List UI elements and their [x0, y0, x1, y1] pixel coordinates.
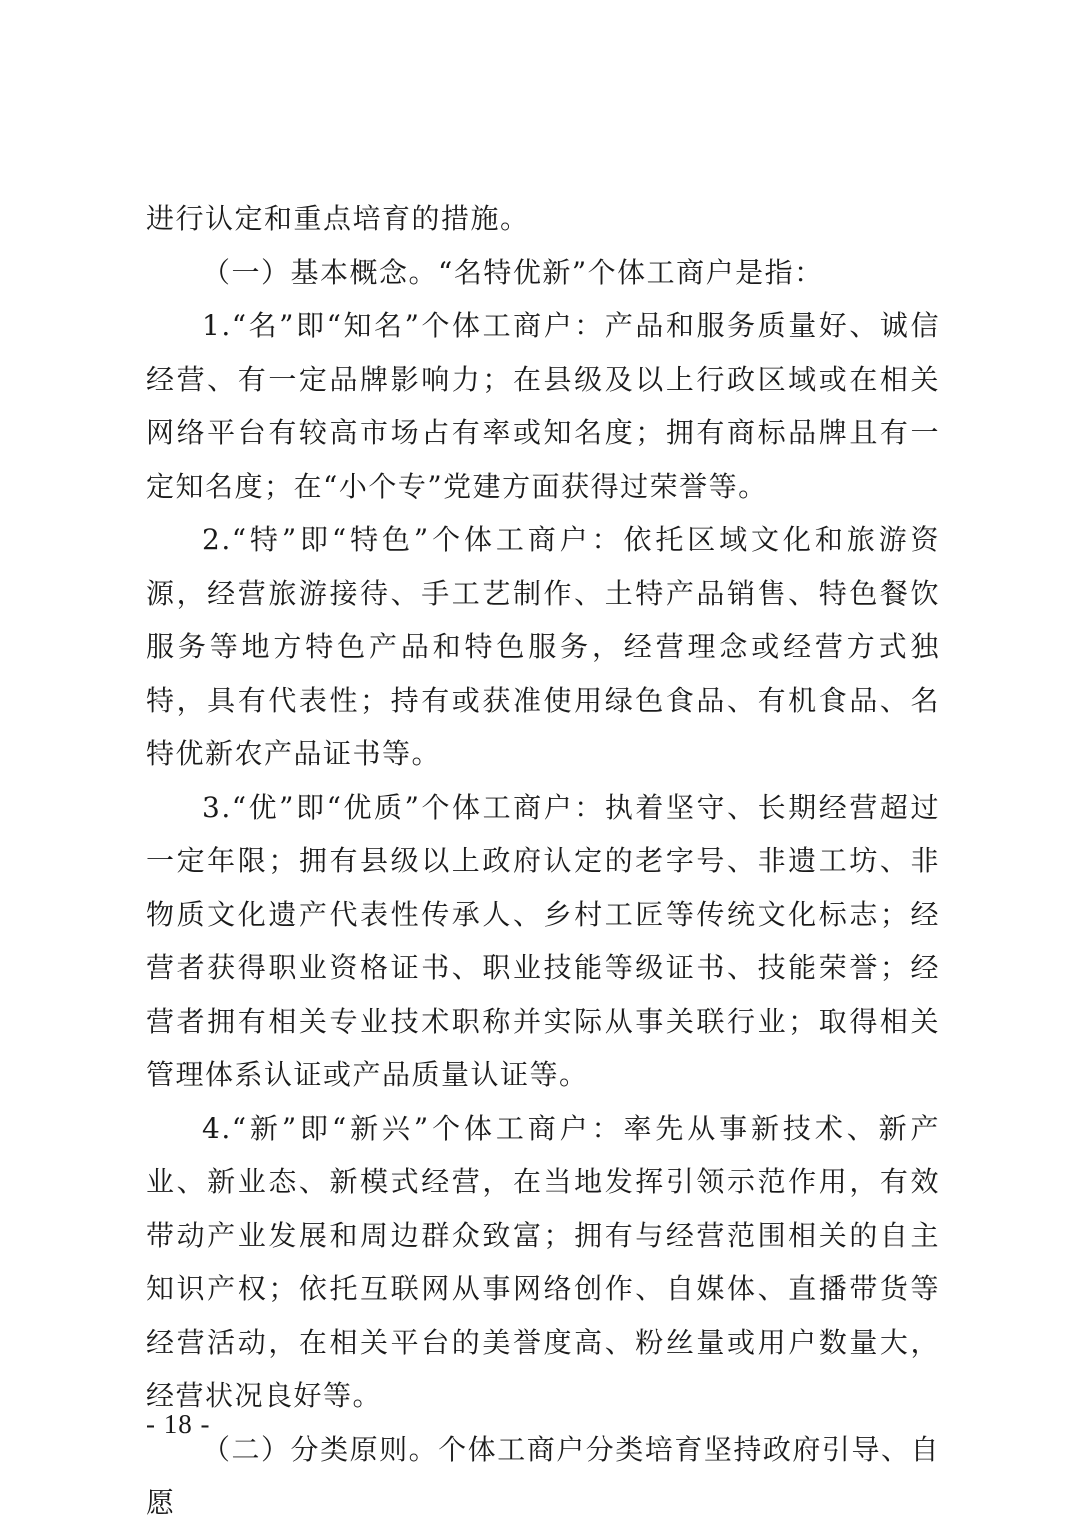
document-body — [146, 192, 940, 1530]
paragraph-ming: 1.“名”即“知名”个体工商户：产品和服务质量好、诚信经营、有一定品牌影响力；在县级及以上行政区域或在相关网络平台有较高市场占有率或知名度；拥有商标品牌且有一定知名度；在“小个专”党建方面获得过荣誉等。 — [146, 309, 940, 503]
paragraph-xin: 4.“新”即“新兴”个体工商户：率先从事新技术、新产业、新业态、新模式经营，在当地发挥引领示范作用，有效带动产业发展和周边群众致富；拥有与经营范围相关的自主知识产权；依托互联网从事网络创作、自媒体、直播带货等经营活动，在相关平台的美誉度高、粉丝量或用户数量大，经营状况良好等。 — [146, 1111, 940, 1412]
paragraph-continuation: 进行认定和重点培育的措施。 — [146, 202, 530, 235]
section-heading-classification-principles: （二）分类原则。个体工商户分类培育坚持政府引导、自愿 — [146, 1432, 940, 1519]
page-number: - 18 - — [146, 1409, 211, 1439]
paragraph-you: 3.“优”即“优质”个体工商户：执着坚守、长期经营超过一定年限；拥有县级以上政府认定的老字号、非遗工坊、非物质文化遗产代表性传承人、乡村工匠等传统文化标志；经营者获得职业资格证书、职业技能等级证书、技能荣誉；经营者拥有相关专业技术职称并实际从事关联行业；取得相关管理体系认证或产品质量认证等。 — [146, 790, 940, 1091]
paragraph-te: 2.“特”即“特色”个体工商户：依托区域文化和旅游资源，经营旅游接待、手工艺制作、土特产品销售、特色餐饮服务等地方特色产品和特色服务，经营理念或经营方式独特，具有代表性；持有或获准使用绿色食品、有机食品、名特优新农产品证书等。 — [146, 523, 940, 770]
section-heading-basic-concepts: （一）基本概念。“名特优新”个体工商户是指： — [202, 255, 824, 289]
